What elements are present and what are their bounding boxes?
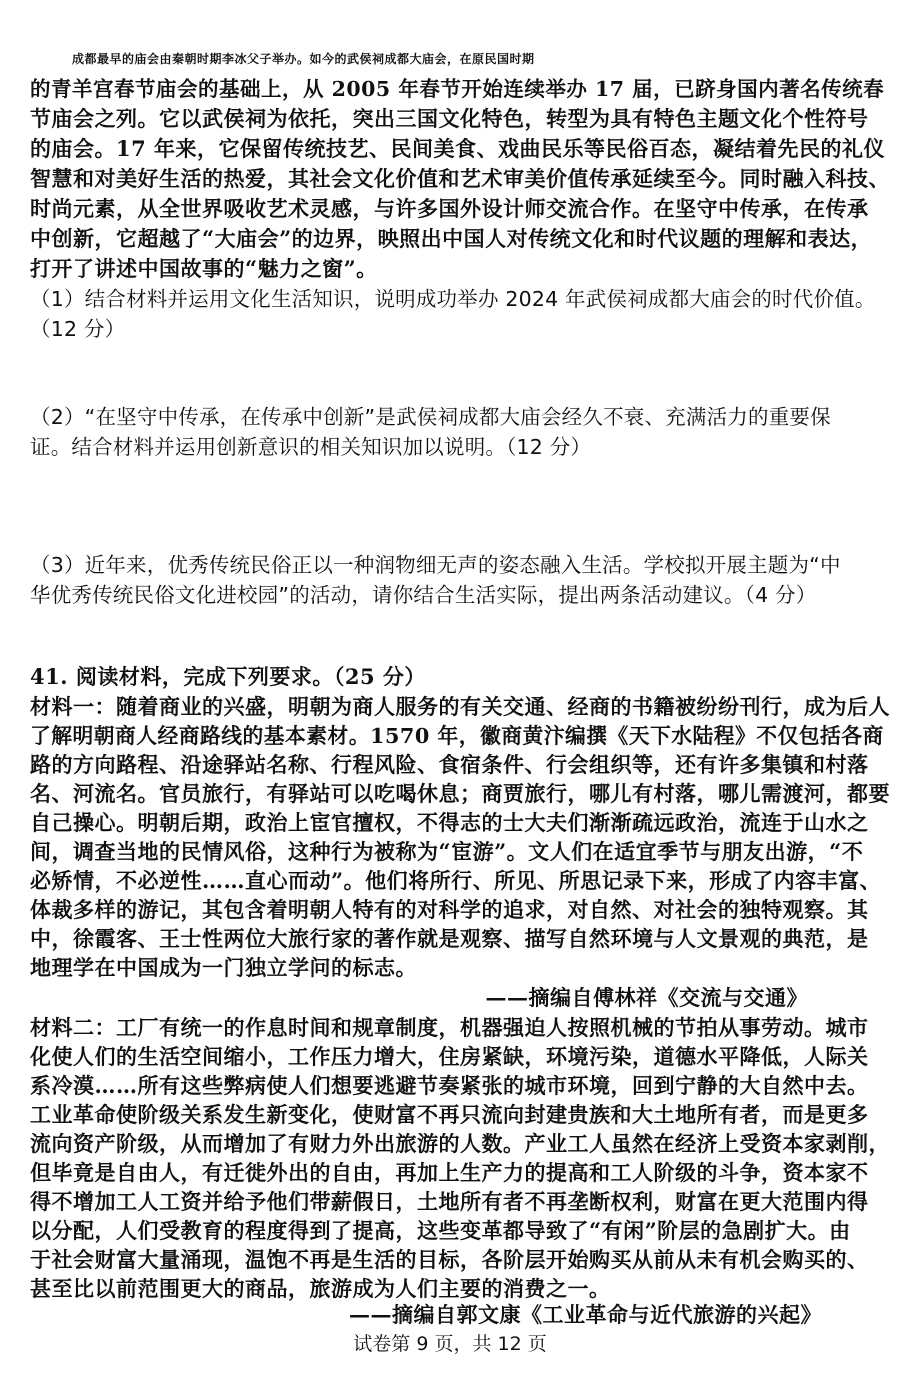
passage-line: 时尚元素，从全世界吸收艺术灵感，与许多国外设计师交流合作。在坚守中传承，在传承 bbox=[30, 196, 869, 221]
question-2-line: 证。结合材料并运用创新意识的相关知识加以说明。（12 分） bbox=[30, 435, 592, 459]
material-2-line: 流向资产阶级，从而增加了有财力外出旅游的人数。产业工人虽然在经济上受资本家剥削， bbox=[30, 1131, 890, 1156]
material-1-line: 必矫情，不必逆性……直心而动”。他们将所行、所见、所思记录下来，形成了内容丰富、 bbox=[30, 868, 882, 893]
passage-line: 智慧和对美好生活的热爱，其社会文化价值和艺术审美价值传承延续至今。同时融入科技、 bbox=[30, 166, 890, 191]
material-1-source: ——摘编自傅林祥《交流与交通》 bbox=[485, 985, 808, 1010]
material-2-line: 于社会财富大量涌现，温饱不再是生活的目标，各阶层开始购买从前从未有机会购买的、 bbox=[30, 1247, 869, 1272]
passage-line: 节庙会之列。它以武侯祠为依托，突出三国文化特色，转型为具有特色主题文化个性符号 bbox=[30, 106, 869, 131]
material-1-line: 路的方向路程、沿途驿站名称、行程风险、食宿条件、行会组织等，还有许多集镇和村落 bbox=[30, 752, 869, 777]
material-2-line: 化使人们的生活空间缩小，工作压力增大，住房紧缺，环境污染，道德水平降低，人际关 bbox=[30, 1044, 869, 1069]
question-41-title: 41. 阅读材料，完成下列要求。（25 分） bbox=[30, 664, 426, 689]
question-3-line: （3）近年来，优秀传统民俗正以一种润物细无声的姿态融入生活。学校拟开展主题为“中 bbox=[30, 553, 841, 577]
material-1-line: 地理学在中国成为一门独立学问的标志。 bbox=[30, 955, 417, 980]
material-1-line: 自己操心。明朝后期，政治上宦官擅权，不得志的士大夫们渐渐疏远政治，流连于山水之 bbox=[30, 810, 869, 835]
question-1-line: （1）结合材料并运用文化生活知识，说明成功举办 2024 年武侯祠成都大庙会的时代价值。 bbox=[30, 287, 876, 311]
material-1-line: 名、河流名。官员旅行，有驿站可以吃喝休息；商贾旅行，哪儿有村落，哪儿需渡河，都要 bbox=[30, 781, 890, 806]
material-1-line: 材料一：随着商业的兴盛，明朝为商人服务的有关交通、经商的书籍被纷纷刊行，成为后人 bbox=[30, 694, 890, 719]
material-2-line: 系冷漠……所有这些弊病使人们想要逃避节奏紧张的城市环境，回到宁静的大自然中去。 bbox=[30, 1073, 869, 1098]
material-2-line: 甚至比以前范围更大的商品，旅游成为人们主要的消费之一。 bbox=[30, 1276, 611, 1301]
passage-line: 成都最早的庙会由秦朝时期李冰父子举办。如今的武侯祠成都大庙会，在原民国时期 bbox=[72, 52, 535, 66]
passage-line: 中创新，它超越了“大庙会”的边界，映照出中国人对传统文化和时代议题的理解和表达， bbox=[30, 226, 873, 251]
material-2-line: 得不增加工人工资并给予他们带薪假日，土地所有者不再垄断权利，财富在更大范围内得 bbox=[30, 1189, 869, 1214]
material-2-line: 材料二：工厂有统一的作息时间和规章制度，机器强迫人按照机械的节拍从事劳动。城市 bbox=[30, 1015, 869, 1040]
passage-line: 的庙会。17 年来，它保留传统技艺、民间美食、戏曲民乐等民俗百态，凝结着先民的礼仪 bbox=[30, 136, 886, 161]
page-footer: 试卷第 9 页，共 12 页 bbox=[353, 1333, 547, 1355]
material-2-line: 但毕竟是自由人，有迁徙外出的自由，再加上生产力的提高和工人阶级的斗争，资本家不 bbox=[30, 1160, 869, 1185]
material-1-line: 体裁多样的游记，其包含着明朝人特有的对科学的追求，对自然、对社会的独特观察。其 bbox=[30, 897, 869, 922]
question-3-line: 华优秀传统民俗文化进校园”的活动，请你结合生活实际，提出两条活动建议。（4 分） bbox=[30, 583, 817, 607]
material-2-source: ——摘编自郭文康《工业革命与近代旅游的兴起》 bbox=[349, 1302, 822, 1327]
question-1-line: （12 分） bbox=[30, 317, 126, 341]
material-1-line: 中，徐霞客、王士性两位大旅行家的著作就是观察、描写自然环境与人文景观的典范，是 bbox=[30, 926, 869, 951]
material-2-line: 以分配，人们受教育的程度得到了提高，这些变革都导致了“有闲”阶层的急剧扩大。由 bbox=[30, 1218, 851, 1243]
question-2-line: （2）“在坚守中传承，在传承中创新”是武侯祠成都大庙会经久不衰、充满活力的重要保 bbox=[30, 405, 831, 429]
material-2-line: 工业革命使阶级关系发生新变化，使财富不再只流向封建贵族和大土地所有者，而是更多 bbox=[30, 1102, 869, 1127]
material-1-line: 了解明朝商人经商路线的基本素材。1570 年，徽商黄汴编撰《天下水陆程》不仅包括各商 bbox=[30, 724, 884, 748]
passage-line: 的青羊宫春节庙会的基础上，从 2005 年春节开始连续举办 17 届，已跻身国内著名传统春 bbox=[30, 77, 885, 101]
material-1-line: 间，调查当地的民情风俗，这种行为被称为“宦游”。文人们在适宜季节与朋友出游，“不 bbox=[30, 839, 864, 864]
passage-line: 打开了讲述中国故事的“魅力之窗”。 bbox=[30, 256, 378, 281]
